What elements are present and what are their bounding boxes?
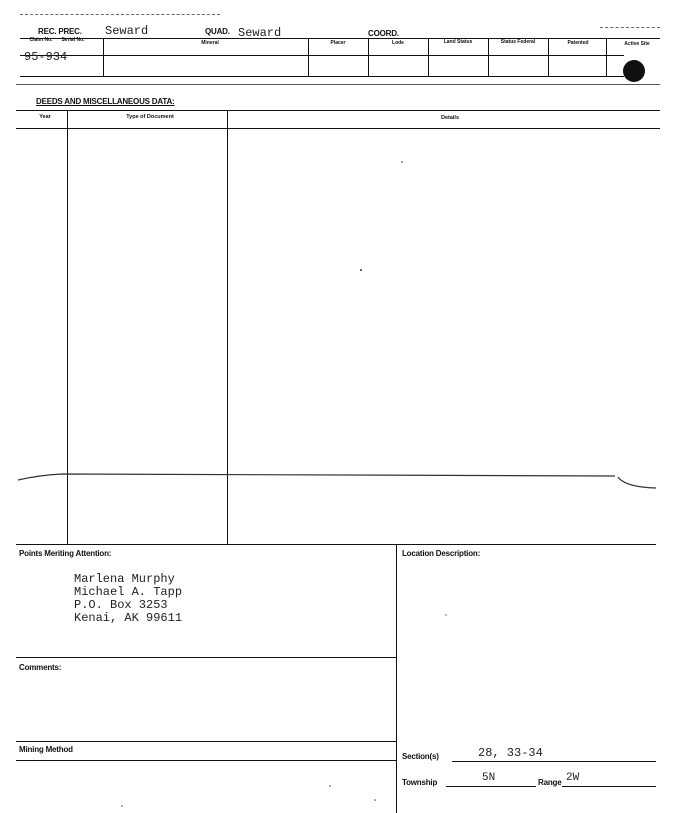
bottom-vertical-divider <box>396 544 397 813</box>
col-land-status: Land Status <box>443 39 473 45</box>
col-status-federal: Status Federal <box>500 39 536 45</box>
points-line: Kenai, AK 99611 <box>74 611 183 625</box>
col-claim-no: Claim No. <box>29 37 53 43</box>
township-value: 5N <box>482 772 496 784</box>
sections-value: 28, 33-34 <box>478 746 543 760</box>
points-label: Points Meriting Attention: <box>19 549 112 558</box>
points-address-block <box>74 573 182 625</box>
location-label: Location Description: <box>402 549 481 558</box>
quad-value: Seward <box>238 26 282 40</box>
points-line: Marlena Murphy <box>74 572 175 586</box>
range-value: 2W <box>566 772 580 784</box>
township-label: Township <box>402 778 438 787</box>
deeds-table-bottom <box>16 544 656 545</box>
col-lode: Lode <box>392 40 404 46</box>
points-line: P.O. Box 3253 <box>74 598 168 612</box>
points-line: Michael A. Tapp <box>74 585 183 599</box>
col-mineral: Mineral <box>201 40 219 46</box>
deeds-col-details: Details <box>440 115 460 121</box>
range-underline <box>562 786 656 787</box>
mining-method-label: Mining Method <box>19 745 73 754</box>
rec-prec-value: Seward <box>105 24 149 38</box>
range-label: Range <box>538 778 562 787</box>
col-serial-no: Serial No. <box>61 37 85 43</box>
deeds-col-year: Year <box>39 114 51 120</box>
rec-prec-label: REC. PREC. <box>38 27 82 36</box>
township-underline <box>446 786 536 787</box>
coord-label: COORD. <box>368 29 399 38</box>
mining-bottom-line <box>16 760 396 761</box>
comments-top-line <box>16 657 396 658</box>
sections-label: Section(s) <box>402 752 439 761</box>
quad-label: QUAD. <box>205 27 230 36</box>
comments-label: Comments: <box>19 663 62 672</box>
claim-serial-value: 95-934 <box>24 50 68 64</box>
mining-top-line <box>16 741 396 742</box>
deeds-section-title: DEEDS AND MISCELLANEOUS DATA: <box>36 97 175 106</box>
col-patented: Patented <box>567 40 589 46</box>
col-active-site: Active Site <box>624 41 650 47</box>
col-placer: Placer <box>330 40 346 46</box>
deeds-col-type: Type of Document <box>126 114 174 120</box>
sections-underline <box>452 761 656 762</box>
